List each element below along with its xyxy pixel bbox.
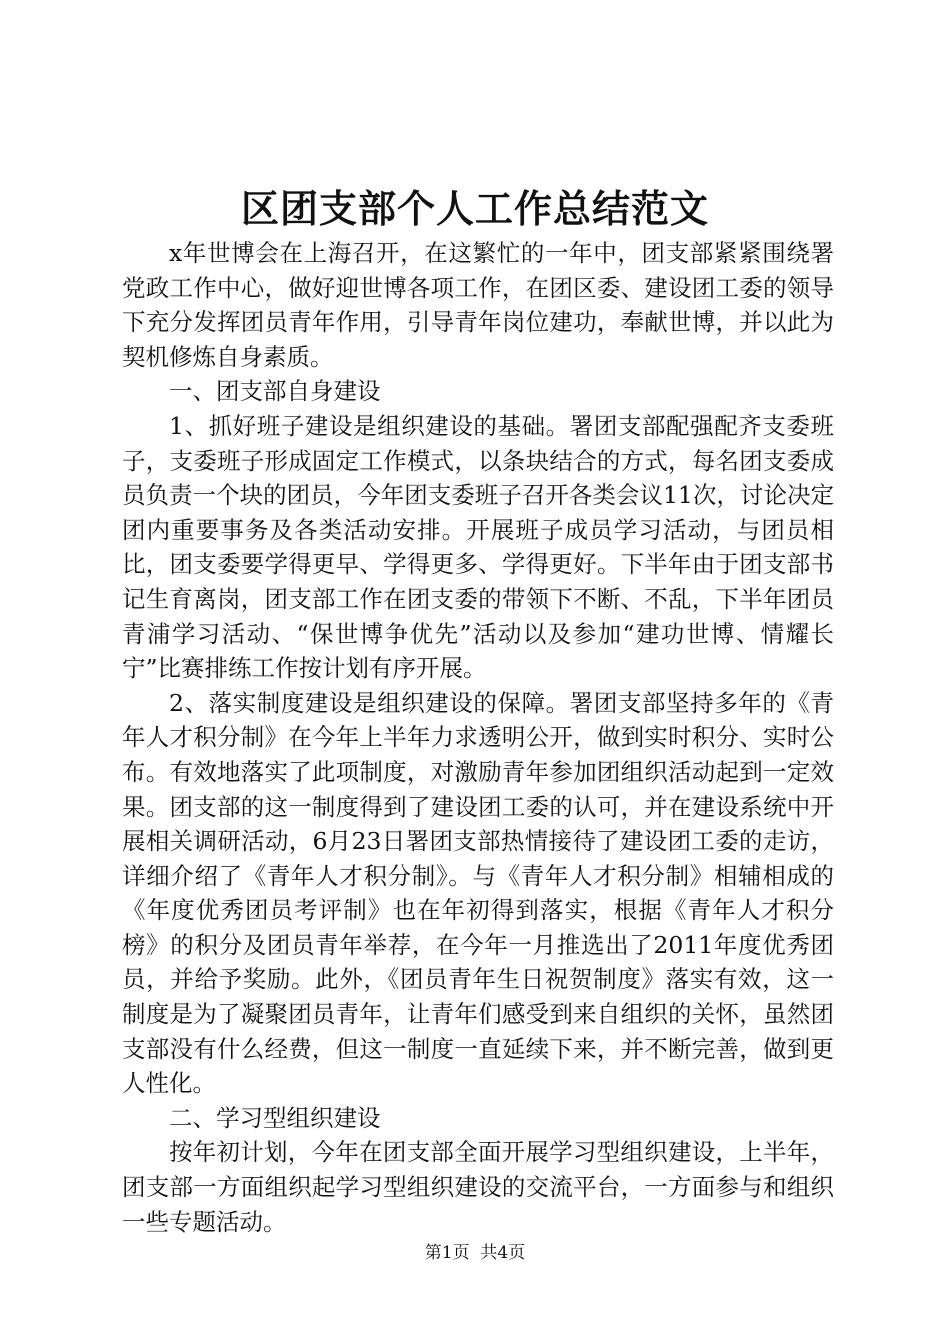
section1-paragraph-2: 2、落实制度建设是组织建设的保障。署团支部坚持多年的《青年人才积分制》在今年上半年力求透明公开，做到实时积分、实时公布。有效地落实了此项制度，对激励青年参加团组织活动起到一定效果。团支部的这一制度得到了建设团工委的认可，并在建设系统中开展相关调研活动，6月23日署团支部热情接待了建设团工委的走访，详细介绍了《青年人才积分制》。与《青年人才积分制》相辅相成的《年度优秀团员考评制》也在年初得到落实，根据《青年人才积分榜》的积分及团员青年举荐，在今年一月推选出了2011年度优秀团员，并给予奖励。此外，《团员青年生日祝贺制度》落实有效，这一制度是为了凝聚团员青年，让青年们感受到来自组织的关怀，虽然团支部没有什么经费，但这一制度一直延续下来，并不断完善，做到更人性化。 bbox=[122, 688, 834, 1098]
document-body bbox=[122, 236, 834, 1239]
section-heading-1: 一、团支部自身建设 bbox=[169, 377, 381, 406]
intro-paragraph: x年世博会在上海召开，在这繁忙的一年中，团支部紧紧围绕署党政工作中心，做好迎世博各项工作，在团区委、建设团工委的领导下充分发挥团员青年作用，引导青年岗位建功，奉献世博，并以此为契机修炼自身素质。 bbox=[122, 239, 834, 371]
page-footer: 第1页 共4页 bbox=[424, 1243, 526, 1263]
document-title: 区团支部个人工作总结范文 bbox=[240, 186, 709, 231]
section2-paragraph-1: 按年初计划，今年在团支部全面开展学习型组织建设，上半年，团支部一方面组织起学习型组织建设的交流平台，一方面参与和组织一些专题活动。 bbox=[122, 1138, 834, 1236]
section-heading-2: 二、学习型组织建设 bbox=[169, 1103, 381, 1132]
section1-paragraph-1: 1、抓好班子建设是组织建设的基础。署团支部配强配齐支委班子，支委班子形成固定工作模式，以条块结合的方式，每名团支委成员负责一个块的团员，今年团支委班子召开各类会议11次，讨论决定团内重要事务及各类活动安排。开展班子成员学习活动，与团员相比，团支委要学得更早、学得更多、学得更好。下半年由于团支部书记生育离岗，团支部工作在团支委的带领下不断、不乱，下半年团员青浦学习活动、“保世博争优先”活动以及参加“建功世博、情耀长宁”比赛排练工作按计划有序开展。 bbox=[122, 411, 834, 683]
